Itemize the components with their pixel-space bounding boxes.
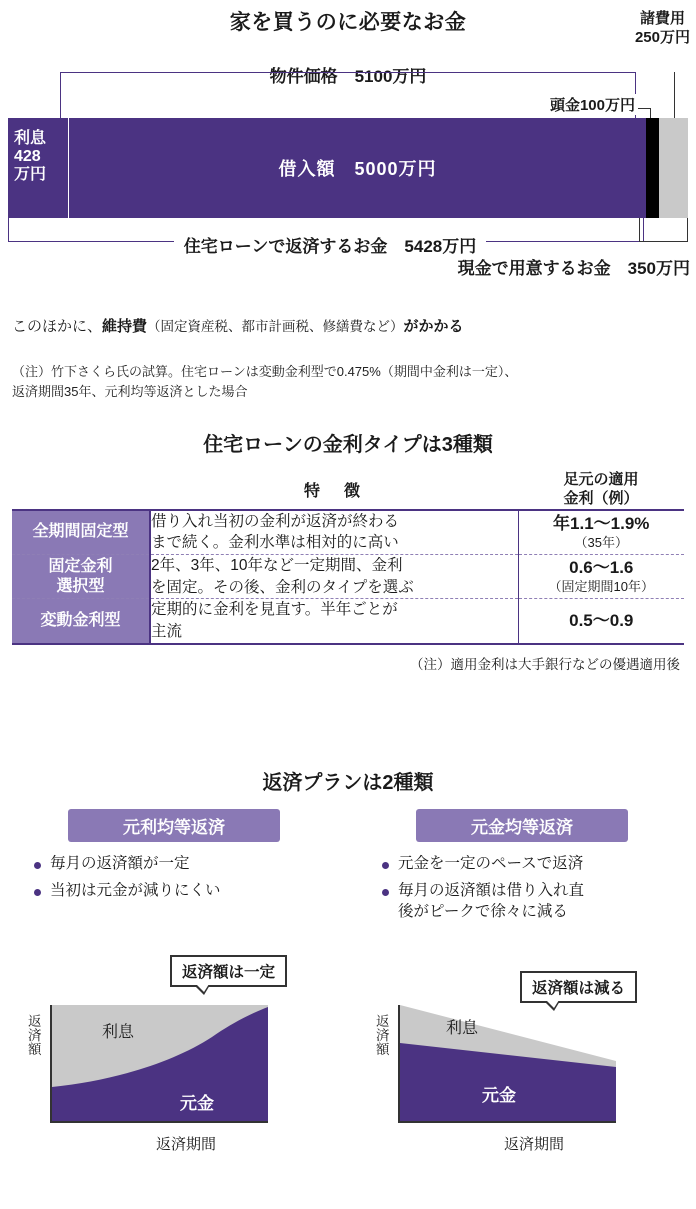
row-type-fixed-full (12, 510, 150, 555)
plan-equal-payment (0, 795, 348, 1153)
cost-bar (8, 118, 688, 218)
section-housing-cost (0, 0, 696, 420)
section3-title: 返済プランは2種類 (262, 772, 434, 794)
plan1-y-axis-label: 返 済 額 (376, 1014, 390, 1058)
row0-desc (150, 510, 518, 555)
misc-cost-label-line2: 250万円 (634, 28, 690, 46)
maintenance-note-part4: がかかる (403, 318, 464, 335)
row2-desc-line2: 主流 (151, 622, 183, 640)
bar-interest-line3: 万円 (14, 165, 47, 183)
section1-footnote-line2: 返済期間35年、元利均等返済とした場合 (12, 384, 248, 400)
plan0-interest-label: 利息 (102, 1024, 135, 1041)
row2-desc-line1: 定期的に金利を見直す。半年ごとが (151, 601, 398, 619)
plan0-x-axis-label: 返済期間 (156, 1136, 217, 1153)
plan0-principal-label: 元金 (180, 1094, 214, 1113)
row2-rate (518, 599, 684, 643)
section1-footnote (12, 362, 686, 402)
list-item: 元金を一定のペースで返済 (382, 854, 696, 875)
plan1-badge: 元金均等返済 (416, 809, 628, 842)
header-rate (518, 471, 684, 510)
maintenance-note-part1: このほかに、 (12, 318, 103, 335)
row1-type-line1: 固定金利 (48, 557, 113, 575)
list-item: 当初は元金が減りにくい (34, 881, 348, 902)
table-header-row (12, 471, 684, 510)
row0-rate-sub: （35年） (574, 534, 628, 550)
bar-segment-interest (8, 118, 68, 218)
plan0-bullets (34, 854, 348, 902)
maintenance-note-part2: 維持費 (102, 318, 148, 335)
row0-rate (518, 510, 684, 555)
row1-rate-value: 0.6〜1.6 (569, 558, 634, 578)
plans-container (0, 795, 696, 1153)
plan1-bullet2-line2: 後がピークで徐々に減る (398, 902, 568, 920)
plan0-area-svg (52, 1005, 268, 1121)
row1-desc-line1: 2年、3年、10年など一定期間、金利 (151, 556, 403, 574)
misc-cost-label-line1: 諸費用 (639, 10, 685, 27)
plan1-principal-label: 元金 (482, 1086, 516, 1105)
row2-rate-value: 0.5〜0.9 (569, 610, 634, 630)
row1-type-line2: 選択型 (56, 577, 105, 595)
row-type-fixed-period (12, 554, 150, 598)
row1-desc (150, 554, 518, 598)
plan1-plot-area (398, 1005, 616, 1123)
section2-footnote: （注）適用金利は大手銀行などの優遇適用後 (410, 656, 680, 672)
bar-interest-line1: 利息 (14, 130, 47, 147)
row0-type-line1: 全期間固定型 (32, 523, 129, 541)
bar-segment-misc (659, 118, 688, 218)
header-rate-line1: 足元の適用 (563, 471, 639, 488)
repayment-label: 住宅ローンで返済するお金 5428万円 (0, 232, 660, 257)
cash-bracket (639, 218, 688, 242)
section-repayment-plans (0, 760, 696, 1208)
maintenance-note-part3: （固定資産税、都市計画税、修繕費など） (147, 319, 404, 334)
misc-leader-tick (674, 72, 675, 118)
plan0-callout: 返済額は一定 (170, 955, 287, 987)
row1-rate (518, 554, 684, 598)
property-price-label: 物件価格 5100万円 (0, 62, 696, 87)
table-row (12, 599, 684, 643)
header-rate-line2: 金利（例） (563, 489, 639, 507)
row0-desc-line2: まで続く。金利水準は相対的に高い (151, 534, 399, 552)
maintenance-note (12, 316, 688, 337)
section1-footnote-line1: （注）竹下さくら氏の試算。住宅ローンは変動金利型で0.475%（期間中金利は一定）、 (12, 364, 518, 379)
table-row (12, 554, 684, 598)
row1-desc-line2: を固定。その後、金利のタイプを選ぶ (151, 578, 414, 596)
bar-interest-line2: 428 (14, 147, 41, 165)
bar-segment-downpayment (646, 118, 659, 218)
plan0-y-axis-label: 返 済 額 (28, 1014, 42, 1058)
plan1-chart (348, 991, 696, 1171)
downpayment-leader-line (638, 108, 650, 109)
row2-desc (150, 599, 518, 643)
section1-title: 家を買うのに必要なお金 (229, 11, 467, 34)
downpayment-label: 頭金100万円 (547, 94, 638, 115)
rate-types-table (12, 471, 684, 643)
plan0-plot-area (50, 1005, 268, 1123)
plan0-chart (0, 991, 348, 1171)
list-item (382, 881, 696, 923)
misc-cost-label (635, 10, 690, 48)
section-rate-types (0, 420, 696, 760)
row0-desc-line1: 借り入れ当初の金利が返済が終わる (151, 512, 400, 530)
plan1-bullets (382, 854, 696, 923)
plan-equal-principal (348, 795, 696, 1153)
cash-label: 現金で用意するお金 350万円 (457, 259, 690, 278)
plan1-callout: 返済額は減る (520, 971, 637, 1003)
list-item: 毎月の返済額が一定 (34, 854, 348, 875)
plan1-interest-label: 利息 (446, 1020, 479, 1037)
header-feature: 特 徴 (303, 483, 364, 501)
row2-type-line1: 変動金利型 (40, 611, 121, 629)
plan0-badge: 元利均等返済 (68, 809, 280, 842)
row-type-variable (12, 599, 150, 643)
table-row (12, 510, 684, 555)
plan1-bullet2-line1: 毎月の返済額は借り入れ直 (398, 881, 585, 899)
plan1-x-axis-label: 返済期間 (504, 1136, 565, 1153)
row0-rate-value: 年1.1〜1.9% (553, 513, 650, 533)
bar-segment-loan: 借入額 5000万円 (68, 118, 646, 218)
section2-title: 住宅ローンの金利タイプは3種類 (203, 434, 493, 456)
row1-rate-sub: （固定期間10年） (548, 579, 654, 595)
